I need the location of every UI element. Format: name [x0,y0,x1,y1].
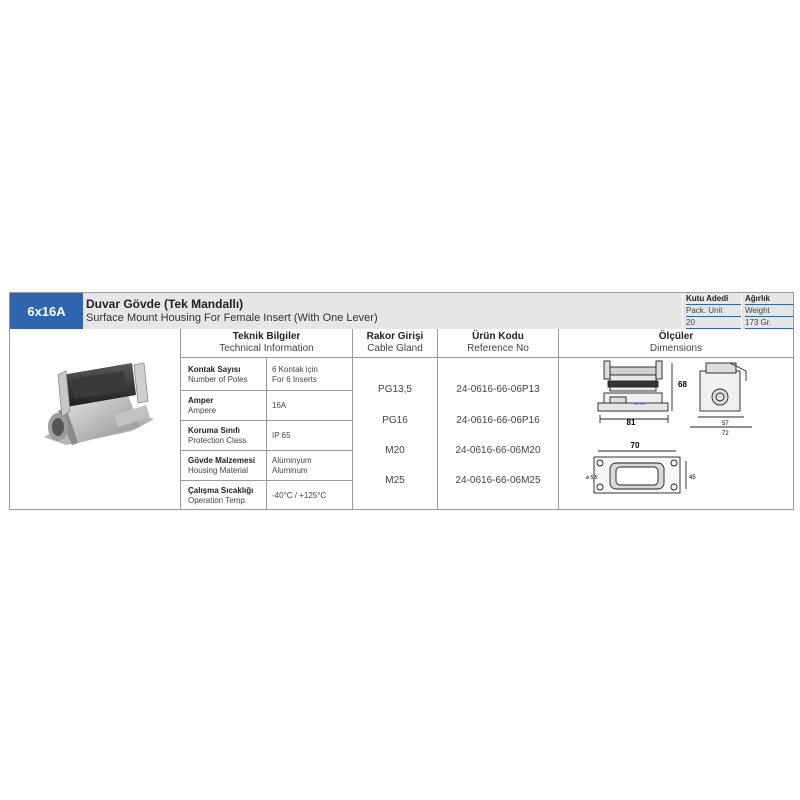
col-gland [353,331,437,354]
dim-height-label: 68 [678,380,687,389]
dim-width-label: 81 [626,418,636,427]
pack-label-en: Pack. Unit [686,305,741,317]
spec-material-value [272,456,312,475]
row-divider [180,390,352,391]
row-divider [180,420,352,421]
dim-top-depth-label: 45 [689,475,696,481]
header-bar [10,293,793,329]
dim-top-width-label: 70 [630,441,640,450]
spec-value: Alüminyum [272,456,312,465]
title-turkish: Duvar Gövde (Tek Mandallı) [86,297,244,311]
col-ref-tr: Ürün Kodu [472,331,524,342]
reference-code: 24-0616-66-06P13 [456,384,540,395]
spec-label-tr: Amper [188,396,214,405]
divider [180,329,181,509]
col-technical-tr: Teknik Bilgiler [232,331,301,342]
spec-label-en: Protection Class [188,436,247,445]
front-view [598,361,672,423]
col-technical-en: Technical Information [219,343,314,354]
spec-ampere [188,396,268,415]
row-divider [180,480,352,481]
spec-label-en: Number of Poles [188,375,248,384]
divider [558,329,559,509]
col-dims-en: Dimensions [649,343,703,354]
col-technical [181,331,352,354]
top-view [594,451,686,493]
spec-value: 6 Kontak için [272,365,318,374]
col-dims [559,331,793,354]
spec-temperature-value: -40°C / +125°C [272,491,327,500]
dim-depth-label: 72 [722,431,729,437]
spec-label-tr: Gövde Malzemesi [188,456,256,465]
size-badge: 6x16A [10,293,83,329]
pack-unit-cell [682,293,741,329]
product-datasheet [9,292,794,510]
gland-value: M25 [385,475,405,486]
spec-label-tr: Çalışma Sıcaklığı [188,486,254,495]
spec-protection [188,426,268,445]
col-dims-tr: Ölçüler [658,331,694,342]
col-ref [438,331,558,354]
weight-label-tr: Ağırlık [745,293,793,305]
gland-value: PG13,5 [378,384,412,395]
row-divider [180,450,352,451]
spec-protection-value: IP 65 [272,431,291,440]
product-photo [36,345,162,471]
spec-value: For 6 Inserts [272,375,317,384]
spec-poles-value [272,365,318,384]
spec-poles [188,365,268,384]
dim-hole-label: ø 5,5 [586,475,598,481]
col-gland-tr: Rakor Girişi [366,331,424,342]
dimension-drawing [570,357,790,507]
reference-code: 24-0616-66-06M25 [455,475,541,486]
reference-code: 24-0616-66-06P16 [456,415,540,426]
col-ref-en: Reference No [467,343,529,354]
spec-temperature [188,486,268,505]
gland-value: M20 [385,445,405,456]
side-view [690,363,752,427]
spec-label-en: Ampere [188,406,217,415]
spec-value: Aluminum [272,466,308,475]
weight-label-en: Weight [745,305,793,317]
col-gland-en: Cable Gland [367,343,423,354]
spec-label-en: Operation Temp. [188,496,247,505]
spec-ampere-value: 16A [272,401,287,410]
weight-cell [741,293,793,329]
title-english: Surface Mount Housing For Female Insert (With One Lever) [86,312,378,324]
spec-label-tr: Kontak Sayısı [188,365,241,374]
pack-value: 20 [686,317,741,329]
pack-label-tr: Kutu Adedi [686,293,741,305]
gland-value: PG16 [382,415,408,426]
spec-label-tr: Koruma Sınıfı [188,426,241,435]
dim-depth-inner-label: 57 [722,421,729,427]
spec-material [188,456,268,475]
reference-code: 24-0616-66-06M20 [455,445,541,456]
weight-value: 173 Gr. [745,317,793,329]
brand-logo: ekotek [634,401,646,406]
spec-label-en: Housing Material [188,466,249,475]
